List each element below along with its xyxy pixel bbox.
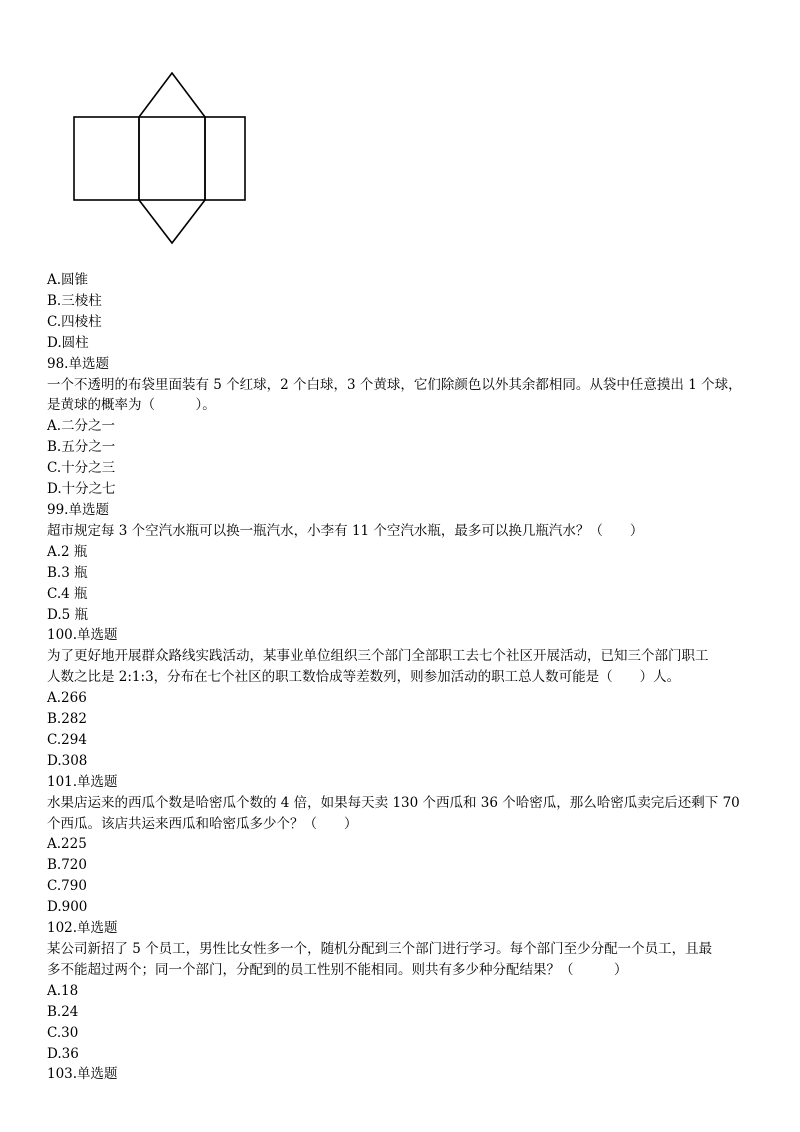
q99-option-a[interactable]: A.2 瓶 xyxy=(47,543,88,560)
question-102 xyxy=(47,918,782,1064)
question-101 xyxy=(47,772,782,918)
question-text-line: 个西瓜。该店共运来西瓜和哈密瓜多少个？（ ） xyxy=(47,815,358,832)
q101-option-b[interactable]: B.720 xyxy=(47,857,87,874)
question-header: 101.单选题 xyxy=(47,773,118,790)
question-text-line: 超市规定每 3 个空汽水瓶可以换一瓶汽水，小李有 11 个空汽水瓶，最多可以换几瓶汽水？（ ） xyxy=(47,522,644,539)
question-text xyxy=(47,793,782,835)
net-top-triangle xyxy=(139,73,205,117)
question-header: 99.单选题 xyxy=(47,501,109,518)
net-left-rectangle xyxy=(74,117,139,200)
q99-option-b[interactable]: B.3 瓶 xyxy=(47,564,88,581)
q102-option-b[interactable]: B.24 xyxy=(47,1003,79,1020)
q101-option-c[interactable]: C.790 xyxy=(47,878,87,895)
question-list xyxy=(47,270,782,1085)
q97-option-a[interactable]: A.圆锥 xyxy=(47,272,89,288)
q102-option-a[interactable]: A.18 xyxy=(47,982,79,999)
q102-option-c[interactable]: C.30 xyxy=(47,1024,79,1041)
question-header: 102.单选题 xyxy=(47,920,118,937)
q97-option-b[interactable]: B.三棱柱 xyxy=(47,292,102,309)
question-text-line: 人数之比是 2:1:3，分布在七个社区的职工数恰成等差数列，则参加活动的职工总人数可能是（ ）人。 xyxy=(47,669,681,686)
q97-options xyxy=(47,270,782,354)
q99-option-d[interactable]: D.5 瓶 xyxy=(47,606,89,623)
question-text xyxy=(47,521,782,542)
q101-option-a[interactable]: A.225 xyxy=(47,836,87,853)
q100-option-c[interactable]: C.294 xyxy=(47,731,87,748)
question-header: 100.单选题 xyxy=(47,627,118,644)
q98-option-a[interactable]: A.二分之一 xyxy=(47,418,116,435)
question-text-line: 水果店运来的西瓜个数是哈密瓜个数的 4 倍，如果每天卖 130 个西瓜和 36 个哈密瓜，那么哈密瓜卖完后还剩下 70 xyxy=(47,794,740,811)
q98-option-c[interactable]: C.十分之三 xyxy=(47,460,116,477)
question-text-line: 为了更好地开展群众路线实践活动，某事业单位组织三个部门全部职工去七个社区开展活动，已知三个部门职工 xyxy=(47,648,709,665)
question-103 xyxy=(47,1064,782,1085)
q98-option-b[interactable]: B.五分之一 xyxy=(47,439,116,456)
question-100 xyxy=(47,625,782,771)
q102-option-d[interactable]: D.36 xyxy=(47,1045,79,1062)
question-text xyxy=(47,939,782,981)
prism-net-figure xyxy=(72,72,248,246)
question-header: 103.单选题 xyxy=(47,1066,118,1083)
net-right-rectangle xyxy=(205,117,245,200)
question-text xyxy=(47,375,782,417)
q100-option-b[interactable]: B.282 xyxy=(47,711,87,728)
q98-option-d[interactable]: D.十分之七 xyxy=(47,481,116,498)
question-header: 98.单选题 xyxy=(47,355,109,372)
q100-option-a[interactable]: A.266 xyxy=(47,690,87,707)
question-text-line: 多不能超过两个；同一个部门，分配到的员工性别不能相同。则共有多少种分配结果？（ ） xyxy=(47,961,628,978)
q99-option-c[interactable]: C.4 瓶 xyxy=(47,585,88,602)
question-98 xyxy=(47,354,782,500)
net-middle-rectangle xyxy=(139,117,205,200)
q100-option-d[interactable]: D.308 xyxy=(47,752,88,769)
q101-option-d[interactable]: D.900 xyxy=(47,899,88,916)
question-99 xyxy=(47,500,782,625)
q97-option-d[interactable]: D.圆柱 xyxy=(47,334,89,351)
question-text-line: 一个不透明的布袋里面装有 5 个红球，2 个白球，3 个黄球，它们除颜色以外其余都相同。从袋中任意摸出 1 个球， xyxy=(47,376,742,393)
net-bottom-triangle xyxy=(139,200,205,243)
question-text-line: 是黄球的概率为（ ）。 xyxy=(47,397,216,414)
question-text xyxy=(47,646,782,688)
q97-option-c[interactable]: C.四棱柱 xyxy=(47,313,102,330)
question-text-line: 某公司新招了 5 个员工，男性比女性多一个，随机分配到三个部门进行学习。每个部门至少分配一个员工，且最 xyxy=(47,941,713,957)
